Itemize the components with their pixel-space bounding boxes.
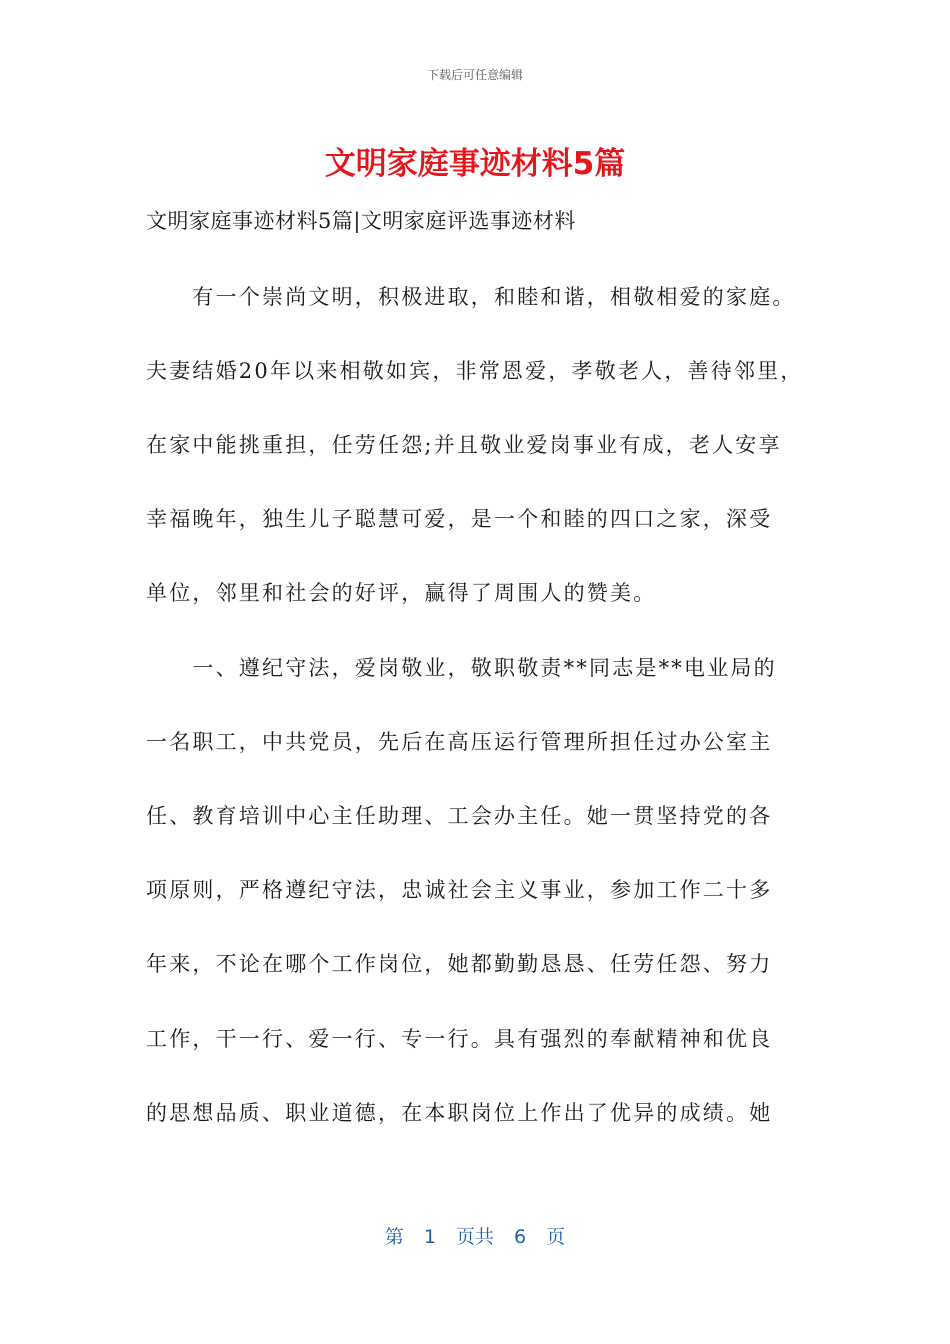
- document-title: 文明家庭事迹材料5篇: [324, 146, 626, 182]
- footer-suffix: 页: [546, 1226, 566, 1248]
- body-line: 单位，邻里和社会的好评，赢得了周围人的赞美。: [146, 581, 657, 605]
- body-line: 年来，不论在哪个工作岗位，她都勤勤恳恳、任劳任怨、努力: [146, 952, 773, 976]
- footer-middle: 页共: [455, 1226, 494, 1248]
- body-line: 夫妻结婚20年以来相敬如宾，非常恩爱，孝敬老人，善待邻里，: [146, 359, 804, 383]
- body-line: 任、教育培训中心主任助理、工会办主任。她一贯坚持党的各: [146, 804, 773, 828]
- body-line: 有一个崇尚文明，积极进取，和睦和谐，相敬相爱的家庭。: [146, 285, 796, 309]
- body-line: 项原则，严格遵纪守法，忠诚社会主义事业，参加工作二十多: [146, 878, 773, 902]
- body-line: 的思想品质、职业道德，在本职岗位上作出了优异的成绩。她: [146, 1101, 773, 1125]
- body-line: 一、遵纪守法，爱岗敬业，敬职敬责**同志是**电业局的: [146, 656, 777, 680]
- page-number-footer: [0, 1222, 950, 1249]
- footer-current-page: 1: [423, 1226, 436, 1248]
- body-line: 工作，干一行、爱一行、专一行。具有强烈的奉献精神和优良: [146, 1027, 773, 1051]
- page-header: 下载后可任意编辑: [426, 68, 523, 82]
- footer-prefix: 第: [384, 1226, 404, 1248]
- body-line: 在家中能挑重担，任劳任怨;并且敬业爱岗事业有成，老人安享: [146, 433, 782, 457]
- footer-total-pages: 6: [514, 1226, 527, 1248]
- document-subtitle: 文明家庭事迹材料5篇|文明家庭评选事迹材料: [146, 209, 576, 233]
- body-line: 幸福晚年，独生儿子聪慧可爱，是一个和睦的四口之家，深受: [146, 507, 773, 531]
- body-line: 一名职工，中共党员，先后在高压运行管理所担任过办公室主: [146, 730, 773, 754]
